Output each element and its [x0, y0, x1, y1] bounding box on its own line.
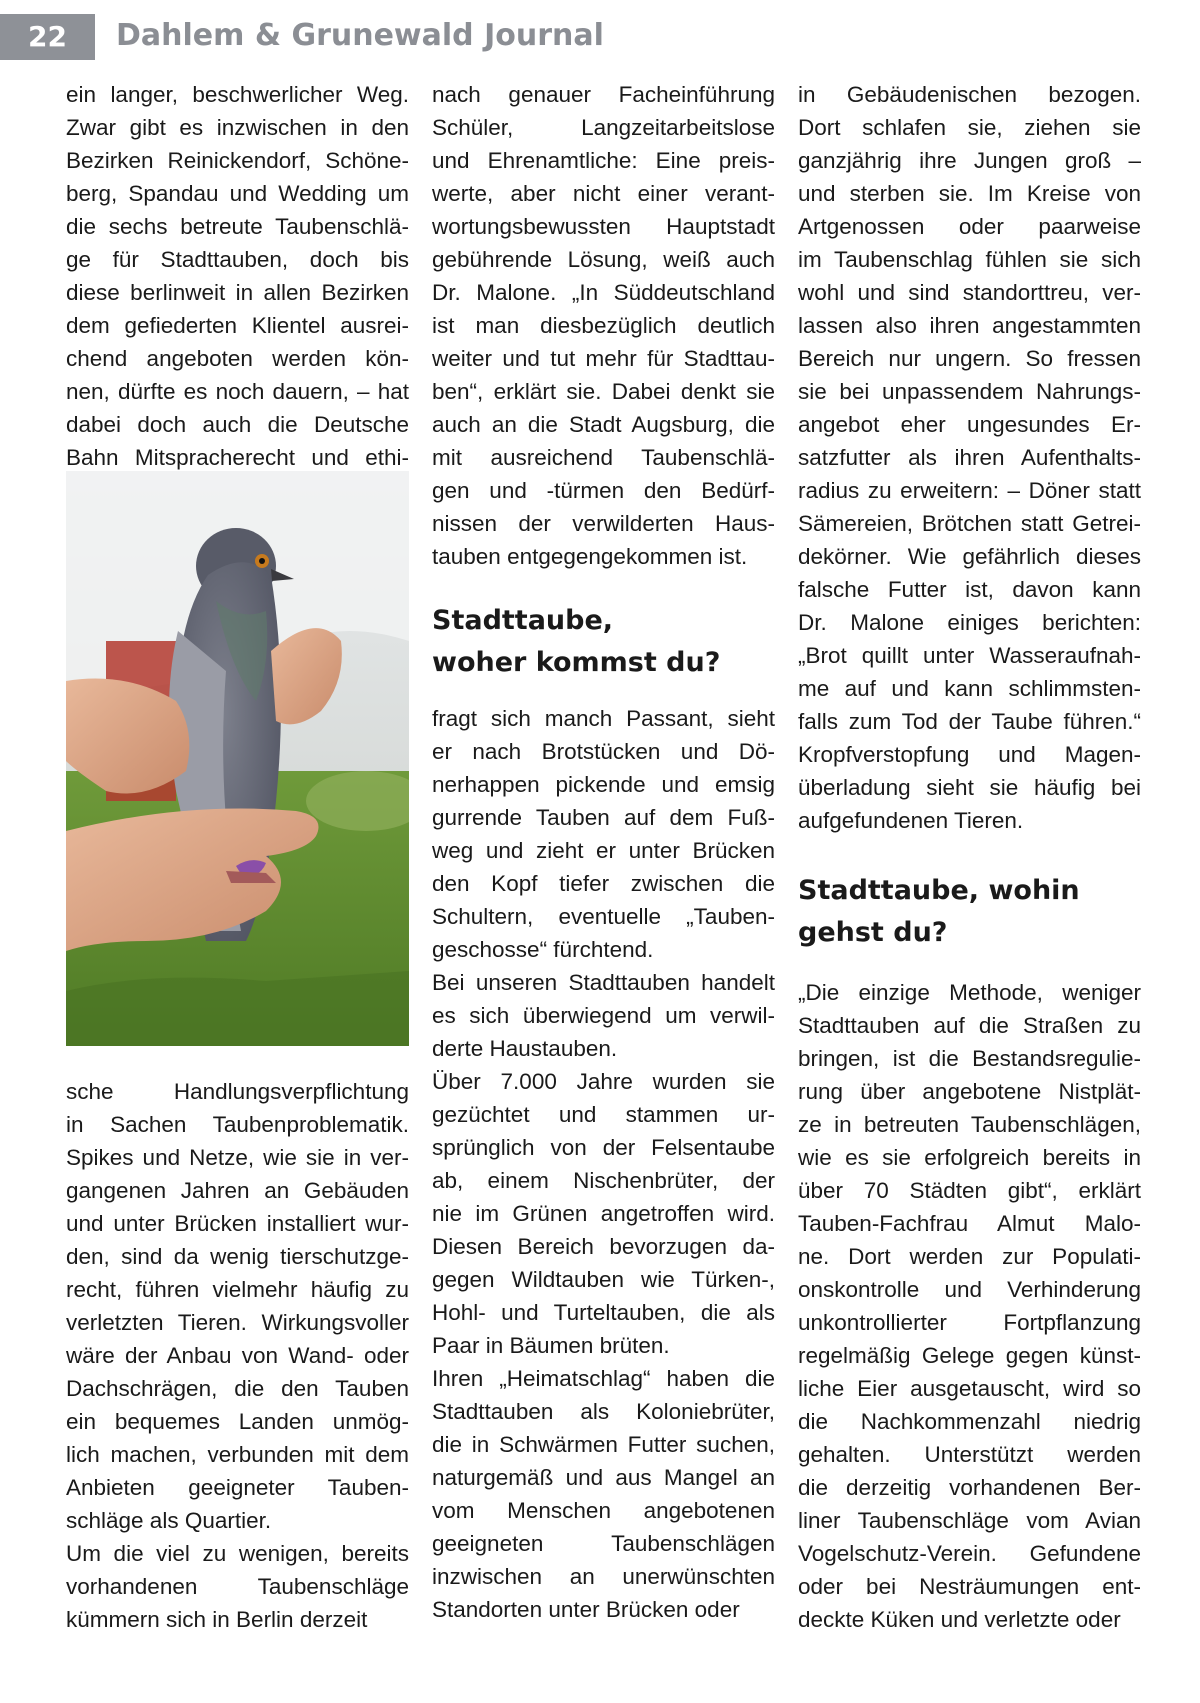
text-line: wohl und sind standorttreu, ver-: [798, 280, 1141, 305]
text-line: die sechs betreute Taubenschlä-: [66, 214, 409, 239]
text-line: me auf und kann schlimmsten-: [798, 676, 1141, 701]
text-line: sche Handlungsverpflichtung: [66, 1079, 409, 1104]
text-line: in Gebäudenischen bezogen.: [798, 82, 1141, 107]
heading-line: Stadttaube,: [432, 605, 614, 636]
text-line: liche Eier ausgetauscht, wird so: [798, 1376, 1141, 1401]
text-line: naturgemäß und aus Mangel an: [432, 1465, 775, 1490]
text-line: Dachschrägen, die den Tauben: [66, 1376, 409, 1401]
text-line: er nach Brotstücken und Dö-: [432, 739, 775, 764]
text-line: in Sachen Taubenproblematik.: [66, 1112, 409, 1137]
text-line: ze in betreuten Taubenschlägen,: [798, 1112, 1141, 1137]
text-line: nerhappen pickende und emsig: [432, 772, 775, 797]
column-2-top: [432, 78, 775, 573]
text-line: Bahn Mitspracherecht und ethi-: [66, 445, 409, 470]
text-line: diese berlinweit in allen Bezirken: [66, 280, 409, 305]
text-line: Spikes und Netze, wie sie in ver-: [66, 1145, 409, 1170]
text-line: vom Menschen angebotenen: [432, 1498, 775, 1523]
text-line: Dort schlafen sie, ziehen sie: [798, 115, 1141, 140]
text-line: werte, aber nicht einer verant-: [432, 181, 775, 206]
text-line: deckte Küken und verletzte oder: [798, 1607, 1121, 1632]
column-1-bottom: [66, 1075, 409, 1636]
text-line: überladung sieht sie häufig bei: [798, 775, 1141, 800]
text-line: Zwar gibt es inzwischen in den: [66, 115, 409, 140]
text-line: ein langer, beschwerlicher Weg.: [66, 82, 409, 107]
text-line: dekörner. Wie gefährlich dieses: [798, 544, 1141, 569]
text-line: regelmäßig Gelege gegen künst-: [798, 1343, 1141, 1368]
column-1-top: [66, 78, 409, 474]
text-line: Standorten unter Brücken oder: [432, 1597, 740, 1622]
text-line: Artgenossen oder paarweise: [798, 214, 1141, 239]
heading-line: Stadttaube, wohin: [798, 875, 1080, 906]
text-line: den Kopf tiefer zwischen die: [432, 871, 775, 896]
text-line: gen und -türmen den Bedürf-: [432, 478, 775, 503]
text-line: recht, führen vielmehr häufig zu: [66, 1277, 409, 1302]
heading-line: woher kommst du?: [432, 647, 721, 678]
text-line: ist man diesbezüglich deutlich: [432, 313, 775, 338]
text-line: auch an die Stadt Augsburg, die: [432, 412, 775, 437]
text-line: Dr. Malone einiges berichten:: [798, 610, 1141, 635]
text-line: „Die einzige Methode, weniger: [798, 980, 1141, 1005]
text-line: über 70 Städten gibt“, erklärt: [798, 1178, 1141, 1203]
column-3-top: [798, 78, 1141, 837]
text-line: nissen der verwilderten Haus-: [432, 511, 775, 536]
text-line: „Brot quillt unter Wasseraufnah-: [798, 643, 1141, 668]
text-line: die derzeitig vorhandenen Ber-: [798, 1475, 1141, 1500]
text-line: gangenen Jahren an Gebäuden: [66, 1178, 409, 1203]
text-line: bringen, ist die Bestandsregulie-: [798, 1046, 1141, 1071]
text-line: gebührende Lösung, weiß auch: [432, 247, 775, 272]
text-line: radius zu erweitern: – Döner statt: [798, 478, 1141, 503]
text-line: gurrende Tauben auf dem Fuß-: [432, 805, 775, 830]
text-line: falls zum Tod der Taube führen.“: [798, 709, 1141, 734]
text-line: den, sind da wenig tierschutzge-: [66, 1244, 409, 1269]
text-line: Kropfverstopfung und Magen-: [798, 742, 1141, 767]
text-line: unkontrollierter Fortpflanzung: [798, 1310, 1141, 1335]
text-line: die in Schwärmen Futter suchen,: [432, 1432, 775, 1457]
text-line: Vogelschutz-Verein. Gefundene: [798, 1541, 1141, 1566]
text-line: satzfutter als ihren Aufenthalts-: [798, 445, 1141, 470]
text-line: fragt sich manch Passant, sieht: [432, 706, 775, 731]
text-line: ab, einem Nischenbrüter, der: [432, 1168, 775, 1193]
text-line: Stadttauben auf die Straßen zu: [798, 1013, 1141, 1038]
text-line: es sich überwiegend um verwil-: [432, 1003, 775, 1028]
text-line: Tauben-Fachfrau Almut Malo-: [798, 1211, 1141, 1236]
text-line: liner Taubenschläge vom Avian: [798, 1508, 1141, 1533]
heading-woher-kommst-du: [432, 600, 775, 684]
text-line: geschosse“ fürchtend.: [432, 937, 654, 962]
text-line: ein bequemes Landen unmög-: [66, 1409, 409, 1434]
text-line: sprünglich von der Felsentaube: [432, 1135, 775, 1160]
text-line: die Nachkommenzahl niedrig: [798, 1409, 1141, 1434]
pigeon-photo: [66, 471, 409, 1046]
page-number: 22: [0, 14, 95, 60]
text-line: Ihren „Heimatschlag“ haben die: [432, 1366, 775, 1391]
text-line: Bezirken Reinickendorf, Schöne-: [66, 148, 409, 173]
text-line: geeigneten Taubenschlägen: [432, 1531, 775, 1556]
text-line: Schüler, Langzeitarbeitslose: [432, 115, 775, 140]
text-line: Über 7.000 Jahre wurden sie: [432, 1069, 775, 1094]
column-2-bottom: [432, 702, 775, 1626]
text-line: inzwischen an unerwünschten: [432, 1564, 775, 1589]
text-line: ne. Dort werden zur Populati-: [798, 1244, 1141, 1269]
text-line: Stadttauben als Koloniebrüter,: [432, 1399, 775, 1424]
page-header: [0, 0, 1200, 70]
text-line: ben“, erklärt sie. Dabei denkt sie: [432, 379, 775, 404]
heading-line: gehst du?: [798, 917, 948, 948]
column-3-bottom: [798, 976, 1141, 1636]
text-line: wäre der Anbau von Wand- oder: [66, 1343, 409, 1368]
text-line: aufgefundenen Tieren.: [798, 808, 1024, 833]
text-line: ganzjährig ihre Jungen groß –: [798, 148, 1141, 173]
text-line: weg und zieht er unter Brücken: [432, 838, 775, 863]
text-line: Sämereien, Brötchen statt Getrei-: [798, 511, 1141, 536]
text-line: lich machen, verbunden mit dem: [66, 1442, 409, 1467]
text-line: berg, Spandau und Wedding um: [66, 181, 409, 206]
text-line: falsche Futter ist, davon kann: [798, 577, 1141, 602]
text-line: wortungsbewussten Hauptstadt: [432, 214, 775, 239]
text-line: im Taubenschlag fühlen sie sich: [798, 247, 1141, 272]
text-line: und sterben sie. Im Kreise von: [798, 181, 1141, 206]
text-line: kümmern sich in Berlin derzeit: [66, 1607, 368, 1632]
text-line: Paar in Bäumen brüten.: [432, 1333, 670, 1358]
text-line: nach genauer Facheinführung: [432, 82, 775, 107]
text-line: dabei doch auch die Deutsche: [66, 412, 409, 437]
heading-wohin-gehst-du: [798, 870, 1141, 954]
text-line: vorhandenen Taubenschläge: [66, 1574, 409, 1599]
text-line: und Ehrenamtliche: Eine preis-: [432, 148, 775, 173]
text-line: Dr. Malone. „In Süddeutschland: [432, 280, 775, 305]
text-line: derte Haustauben.: [432, 1036, 618, 1061]
text-line: mit ausreichend Taubenschlä-: [432, 445, 775, 470]
text-line: angebot eher ungesundes Er-: [798, 412, 1141, 437]
text-line: wie es sie erfolgreich bereits in: [798, 1145, 1141, 1170]
text-line: sie bei unpassendem Nahrungs-: [798, 379, 1141, 404]
journal-title: Dahlem & Grunewald Journal: [116, 18, 604, 53]
text-line: Bei unseren Stadttauben handelt: [432, 970, 775, 995]
text-line: lassen also ihren angestammten: [798, 313, 1141, 338]
text-line: Um die viel zu wenigen, bereits: [66, 1541, 409, 1566]
text-line: chend angeboten werden kön-: [66, 346, 409, 371]
text-line: Hohl- und Turteltauben, die als: [432, 1300, 775, 1325]
text-line: und unter Brücken installiert wur-: [66, 1211, 409, 1236]
text-line: gehalten. Unterstützt werden: [798, 1442, 1141, 1467]
text-line: oder bei Nesträumungen ent-: [798, 1574, 1141, 1599]
text-line: schläge als Quartier.: [66, 1508, 272, 1533]
text-line: Anbieten geeigneter Tauben-: [66, 1475, 409, 1500]
text-line: tauben entgegengekommen ist.: [432, 544, 748, 569]
text-line: weiter und tut mehr für Stadttau-: [432, 346, 775, 371]
text-line: Bereich nur ungern. So fressen: [798, 346, 1141, 371]
text-line: gegen Wildtauben wie Türken-,: [432, 1267, 775, 1292]
text-line: dem gefiederten Klientel ausrei-: [66, 313, 409, 338]
text-line: gezüchtet und stammen ur-: [432, 1102, 775, 1127]
text-line: verletzten Tieren. Wirkungsvoller: [66, 1310, 409, 1335]
text-line: nie im Grünen angetroffen wird.: [432, 1201, 775, 1226]
text-line: ge für Stadttauben, doch bis: [66, 247, 409, 272]
text-line: nen, dürfte es noch dauern, – hat: [66, 379, 409, 404]
text-line: Diesen Bereich bevorzugen da-: [432, 1234, 775, 1259]
text-line: rung über angebotene Nistplät-: [798, 1079, 1141, 1104]
text-line: onskontrolle und Verhinderung: [798, 1277, 1141, 1302]
text-line: Schultern, eventuelle „Tauben-: [432, 904, 775, 929]
